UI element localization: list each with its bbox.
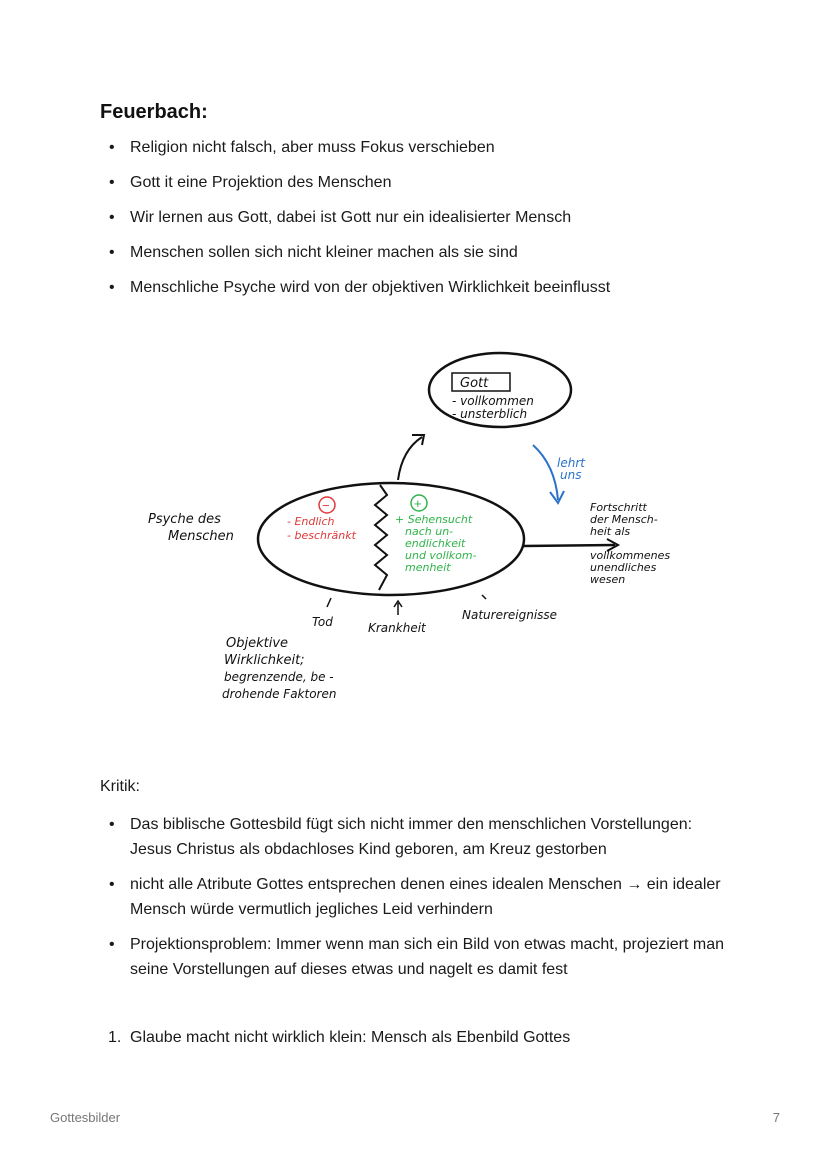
negative-attribute-1: - Endlich — [287, 515, 335, 528]
natur-arrow — [482, 595, 486, 599]
krankheit-label: Krankheit — [368, 621, 426, 635]
wesen-label-1: vollkommenes — [590, 549, 671, 562]
psyche-label-2: Menschen — [168, 529, 234, 544]
list-item: • Menschliche Psyche wird von der objektiven Wirklichkeit beeinflusst — [100, 277, 760, 299]
positive-attribute-4: und vollkom- — [405, 549, 477, 562]
list-item: • Das biblische Gottesbild fügt sich nicht immer den menschlichen Vorstellungen: Jesus Christus als obdachloses Kind geboren, am Kreuz gestorben — [100, 812, 730, 862]
arrow-to-gott — [398, 437, 422, 480]
plus-symbol: + — [414, 496, 422, 511]
kritik-heading: Kritik: — [100, 778, 140, 795]
numbered-item — [100, 1027, 570, 1049]
gott-attribute-2: - unsterblich — [452, 407, 528, 421]
list-item: • Projektionsproblem: Immer wenn man sich ein Bild von etwas macht, projeziert man seine Vorstellungen auf dieses etwas und nagelt es damit fest — [100, 932, 730, 982]
wesen-label-3: wesen — [590, 573, 626, 586]
positive-attribute-3: endlichkeit — [405, 537, 466, 550]
footer-title: Gottesbilder — [50, 1110, 121, 1125]
list-item: • nicht alle Atribute Gottes entsprechen denen eines idealen Menschen → ein idealer Mensch würde vermutlich jegliches Leid verhindern — [100, 872, 730, 922]
objektiv-label-3: begrenzende, be - — [224, 670, 334, 684]
psyche-divider — [375, 485, 387, 590]
objektiv-label-1: Objektive — [226, 636, 289, 651]
tod-arrow — [327, 598, 331, 607]
fortschritt-label-2: der Mensch- — [590, 513, 658, 526]
fortschritt-label-3: heit als — [590, 525, 631, 538]
wesen-label-2: unendliches — [590, 561, 657, 574]
lehrt-label-1: lehrt — [557, 456, 585, 470]
feuerbach-bullet-list — [100, 137, 760, 312]
page-title: Feuerbach: — [100, 101, 208, 123]
list-item: • Menschen sollen sich nicht kleiner machen als sie sind — [100, 242, 760, 264]
naturereignisse-label: Naturereignisse — [462, 608, 558, 622]
page-number: 7 — [772, 1110, 780, 1125]
lehrt-label-2: uns — [560, 468, 582, 482]
list-item: • Wir lernen aus Gott, dabei ist Gott nur ein idealisierter Mensch — [100, 207, 760, 229]
objektiv-label-2: Wirklichkeit; — [224, 653, 305, 668]
list-item: • Gott it eine Projektion des Menschen — [100, 172, 760, 194]
minus-symbol: − — [322, 498, 330, 513]
arrow-to-fortschritt — [523, 545, 615, 546]
positive-attribute-1: + Sehensucht — [395, 513, 473, 526]
list-item: • Religion nicht falsch, aber muss Fokus verschieben — [100, 137, 760, 159]
gott-attribute-1: - vollkommen — [452, 394, 534, 408]
positive-attribute-2: nach un- — [405, 525, 454, 538]
fortschritt-label-1: Fortschritt — [590, 501, 647, 514]
gott-title: Gott — [460, 376, 489, 391]
negative-attribute-2: - beschränkt — [287, 529, 356, 542]
tod-label: Tod — [312, 615, 333, 629]
lehrt-arrow — [533, 445, 558, 500]
objektiv-label-4: drohende Faktoren — [222, 687, 337, 701]
psyche-label-1: Psyche des — [148, 512, 221, 527]
kritik-list — [100, 812, 730, 992]
numbered-item-text: Glaube macht nicht wirklich klein: Mensch als Ebenbild Gottes — [130, 1029, 571, 1046]
feuerbach-diagram — [130, 345, 710, 715]
positive-attribute-5: menheit — [405, 561, 451, 574]
krankheit-arrow — [394, 601, 402, 615]
list-number: 1. — [108, 1029, 122, 1046]
